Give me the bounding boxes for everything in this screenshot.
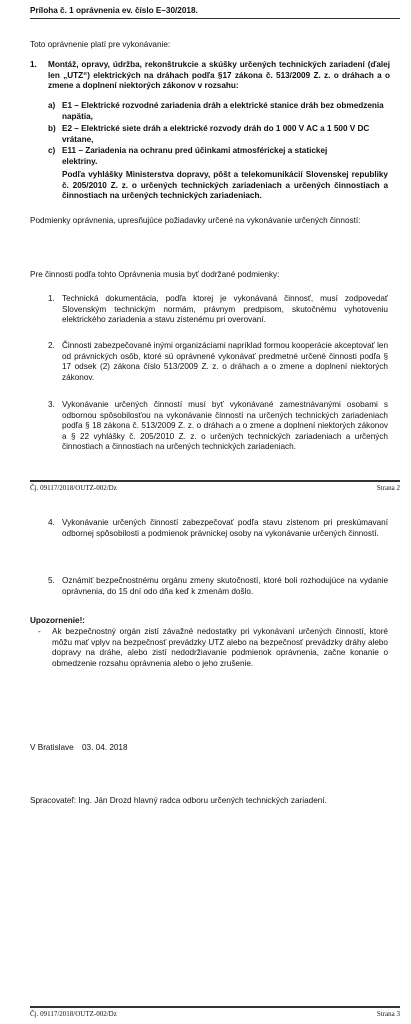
- conditions-intro: Pre činnosti podľa tohto Oprávnenia musia byť dodržané podmienky:: [30, 270, 280, 279]
- header-rule: [30, 18, 400, 19]
- scope-text: Montáž, opravy, údržba, rekonštrukcie a skúšky určených technických zariadení (ďalej len „UTZ“) elektrických na dráhach podľa §17 zákona č. 513/2009 Z. z. o dráhach a o zmene a doplnení niektorých zákonov v rozsahu:: [48, 60, 390, 91]
- place: V Bratislave: [30, 743, 74, 752]
- scope-number: 1.: [30, 60, 37, 69]
- condition-number: 5.: [48, 576, 55, 585]
- condition-item: Činnosti zabezpečované inými organizáciami napríklad formou kooperácie akceptovať len od právnických osôb, ktoré sú oprávnené vykonávať predmetné určené činnosti podľa § 17 odsek (2) zákona číslo 513/2009 Z. z. o dráhach a o zmene a doplnení niektorých zákonov.: [62, 341, 388, 382]
- scope-item: E2 – Elektrické siete dráh a elektrické rozvody dráh do 1 000 V AC a 1 500 V DC vrátane,: [62, 124, 370, 144]
- warning-bullet: -: [38, 627, 41, 636]
- condition-item: Vykonávanie určených činností zabezpečovať podľa stavu zistenom pri preskúmavaní odbornej spôsobilosti a podmienok právnickej osoby na vykonávanie určených činností.: [62, 518, 388, 538]
- footer-rule: [30, 480, 400, 482]
- condition-number: 2.: [48, 341, 55, 350]
- scope-item-label: a): [48, 101, 56, 110]
- intro-text: Toto oprávnenie platí pre vykonávanie:: [30, 40, 171, 49]
- document-title: Príloha č. 1 oprávnenia ev. číslo E–30/2018.: [30, 6, 198, 15]
- conditions-heading: Podmienky oprávnenia, upresňujúce požiadavky určené na vykonávanie určených činností:: [30, 216, 361, 225]
- warning-heading: Upozornenie!:: [30, 616, 86, 625]
- condition-number: 1.: [48, 294, 55, 303]
- scope-item-label: c): [48, 146, 56, 155]
- document-reference: Čj. 09117/2018/OUTZ-002/Dz: [30, 1010, 117, 1018]
- scope-item: E11 – Zariadenia na ochranu pred účinkami atmosférickej a statickej elektriny.: [62, 146, 328, 166]
- condition-item: Oznámiť bezpečnostnému orgánu zmeny skutočností, ktoré boli rozhodujúce na vydanie oprávnenia, do 15 dní odo dňa keď k zmenám došlo.: [62, 576, 388, 596]
- condition-item: Technická dokumentácia, podľa ktorej je vykonávaná činnosť, musí zodpovedať Slovenským technickým normám, právnym predpisom, skutočnému vyhotoveniu elektrického zariadenia a stavu zistenému pri overovaní.: [62, 294, 388, 325]
- page-number: Strana 2: [376, 484, 400, 492]
- condition-number: 4.: [48, 518, 55, 527]
- scope-legal-note: Podľa vyhlášky Ministerstva dopravy, pôšt a telekomunikácií Slovenskej republiky č. 205/2010 Z. z. o určených technických zariadeniach a určených činnostiach a činnostiach na určených technických zariadeniach.: [62, 170, 388, 201]
- footer-rule: [30, 1006, 400, 1008]
- condition-number: 3.: [48, 400, 55, 409]
- date: 03. 04. 2018: [82, 743, 128, 752]
- scope-item-label: b): [48, 124, 56, 133]
- document-reference: Čj. 09117/2018/OUTZ-002/Dz: [30, 484, 117, 492]
- processed-by: Spracovateľ: Ing. Ján Drozd hlavný radca odboru určených technických zariadení.: [30, 796, 327, 805]
- scope-item: E1 – Elektrické rozvodné zariadenia dráh a elektrické stanice dráh bez obmedzenia napätia,: [62, 101, 384, 121]
- warning-text: Ak bezpečnostný orgán zistí závažné nedostatky pri vykonávaní určených činností, ktoré môžu mať vplyv na bezpečnosť prevádzky UTZ alebo na bezpečnosť prevádzky dráhy alebo dopravy na dráhe, alebo zistí nedodržiavanie podmienok oprávnenia, začne konanie o obmedzenie rozsahu oprávnenia alebo o jeho zrušenie.: [52, 627, 388, 668]
- condition-item: Vykonávanie určených činností musí byť vykonávané zamestnávanými osobami s odbornou spôsobilosťou na vykonávanie činností na určených technických zariadeniach podľa § 18 zákona č. 513/2009 Z. z. o dráhach a o zmene a doplnení niektorých zákonov a § 22 vyhlášky č. 205/2010 Z. z. o určených technických zariadeniach a určených činnostiach a činnostiach na určených technických zariadeniach.: [62, 400, 388, 452]
- page-number: Strana 3: [376, 1010, 400, 1018]
